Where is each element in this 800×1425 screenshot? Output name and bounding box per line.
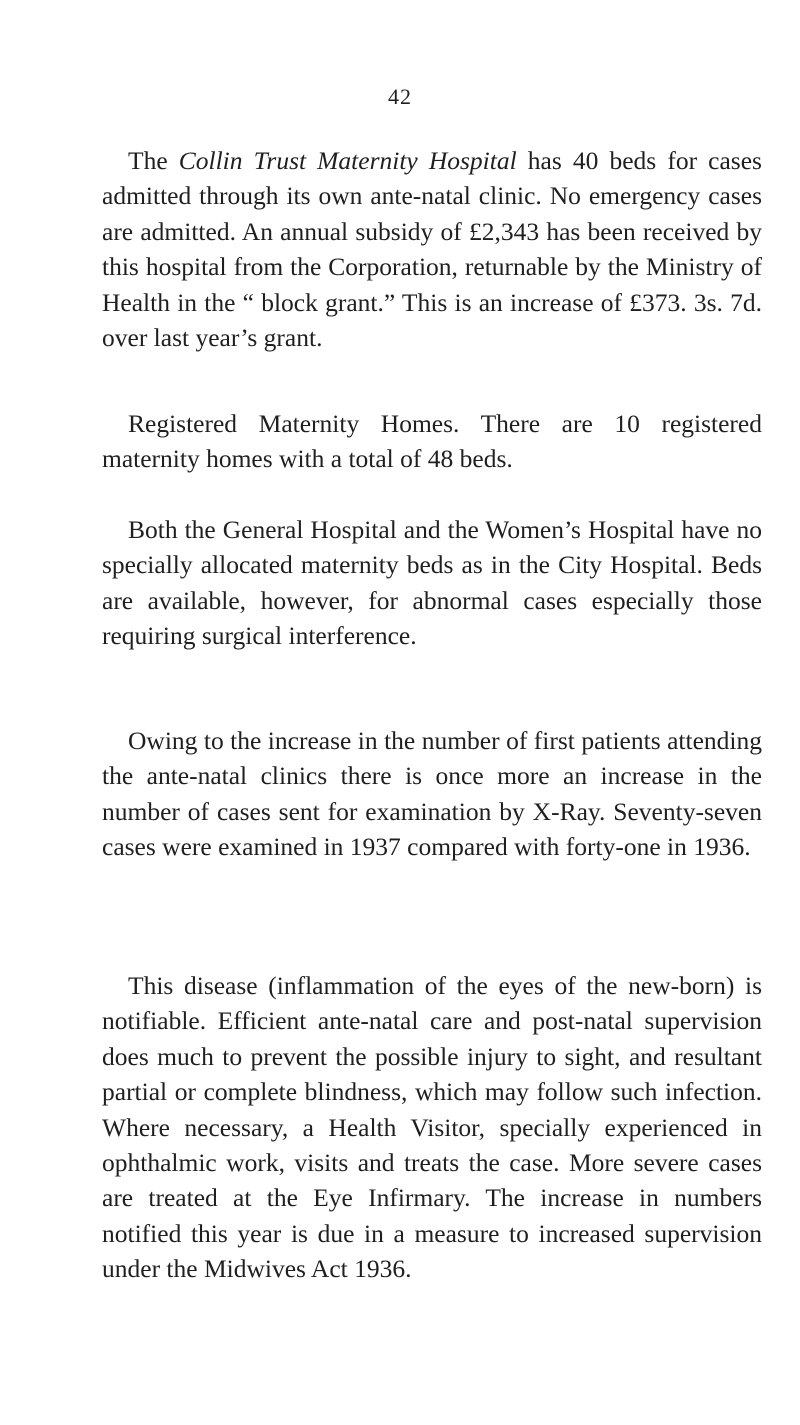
hospital-name: Collin Trust Maternity Hospital xyxy=(178,146,517,175)
paragraph-text xyxy=(102,143,762,355)
page-number: 42 xyxy=(388,84,412,109)
paragraph-text xyxy=(102,406,762,477)
paragraph-registered-homes xyxy=(102,406,762,477)
paragraph-lead: The xyxy=(128,146,179,175)
paragraph-text: Both the General Hospital and the Women’s Hospital have no specially allocated maternity beds as in the City Hospital. Beds are available, however, for abnormal cases especially those requiring surgical interference. xyxy=(102,515,762,651)
paragraph-text: Owing to the increase in the number of first patients attending the ante-natal clinics there is once more an increase in the number of cases sent for examination by X-Ray. Seventy-seven cases were examined in 1937 compared with forty-one in 1936. xyxy=(102,726,762,862)
paragraph-text: This disease (inflammation of the eyes of the new-born) is notifiable. Efficient ante-natal care and post-natal supervision does much to prevent the possible injury to sight, and resultant partial or complete blindness, which may follow such infection. Where necessary, a Health Visitor, specially experienced in ophthalmic work, visits and treats the case. More severe cases are treated at the Eye Infirmary. The increase in numbers notified this year is due in a measure to increased supervision under the Midwives Act 1936. xyxy=(102,971,762,1284)
run-in-heading: Registered Maternity Homes. xyxy=(128,409,460,438)
paragraph-body: There are 10 registered maternity homes with a total of 48 beds. xyxy=(102,409,762,474)
paragraph-xray xyxy=(102,723,762,865)
paragraph-body: has 40 beds for cases admitted through its own ante-natal clinic. No emergency cases are admitted. An annual subsidy of £2,343 has been received by this hospital from the Corporation, returnable by the Ministry of Health in the “ block grant.” This is an increase of £373. 3s. 7d. over last year’s grant. xyxy=(102,146,762,353)
paragraph-collin-trust xyxy=(102,143,762,355)
paragraph-other-hospitals xyxy=(102,512,762,654)
paragraph-ophthalmia xyxy=(102,968,762,1287)
